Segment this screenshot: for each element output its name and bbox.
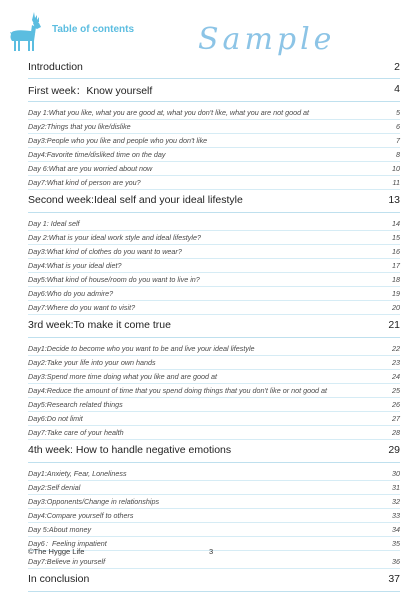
toc-item[interactable] <box>28 370 400 384</box>
item-title: Day2:Take your life into your own hands <box>28 358 156 367</box>
item-page: 33 <box>392 511 400 520</box>
entry-page: 2 <box>394 61 400 73</box>
item-title: Day6:Do not limit <box>28 414 83 423</box>
item-title: Day5:What kind of house/room do you want to live in? <box>28 275 200 284</box>
item-page: 10 <box>392 164 400 173</box>
item-page: 36 <box>392 557 400 566</box>
item-title: Day6:Who do you admire? <box>28 289 114 298</box>
toc-item[interactable] <box>28 555 400 569</box>
toc-item[interactable] <box>28 481 400 495</box>
page-number: 3 <box>209 547 214 556</box>
toc-item[interactable] <box>28 398 400 412</box>
page-header <box>0 0 416 60</box>
toc-heading: Table of contents <box>52 24 135 35</box>
item-title: Day1:Decide to become who you want to be and live your ideal lifestyle <box>28 344 255 353</box>
section-page: 21 <box>388 319 400 331</box>
item-page: 22 <box>392 344 400 353</box>
item-page: 19 <box>392 289 400 298</box>
item-title: Day 5:About money <box>28 525 92 534</box>
toc-item[interactable] <box>28 162 400 176</box>
copyright-text: ©The Hygge Life <box>28 547 85 556</box>
item-page: 31 <box>392 483 400 492</box>
item-page: 27 <box>392 414 400 423</box>
toc-section-week1[interactable] <box>28 79 400 102</box>
item-page: 24 <box>392 372 400 381</box>
item-page: 32 <box>392 497 400 506</box>
item-title: Day7:Take care of your health <box>28 428 124 437</box>
toc-item[interactable] <box>28 134 400 148</box>
item-title: Day3:What kind of clothes do you want to wear? <box>28 247 182 256</box>
section-page: 13 <box>388 194 400 206</box>
item-title: Day4:Reduce the amount of time that you spend doing things that you don't like or not good at <box>28 386 328 395</box>
table-of-contents <box>28 58 400 592</box>
item-page: 5 <box>396 108 400 117</box>
item-title: Day4:Compare yourself to others <box>28 511 134 520</box>
toc-section-week2[interactable] <box>28 190 400 213</box>
item-page: 35 <box>392 539 400 548</box>
item-title: Day2:Self denial <box>28 483 81 492</box>
toc-item[interactable] <box>28 231 400 245</box>
item-page: 11 <box>392 178 400 187</box>
item-page: 25 <box>392 386 400 395</box>
toc-item[interactable] <box>28 273 400 287</box>
section-page: 4 <box>394 83 400 95</box>
item-title: Day3:Spend more time doing what you like and are good at <box>28 372 217 381</box>
toc-section-week4[interactable] <box>28 440 400 463</box>
toc-item[interactable] <box>28 217 400 231</box>
toc-entry-conclusion[interactable] <box>28 569 400 592</box>
entry-page: 37 <box>388 573 400 585</box>
item-page: 16 <box>392 247 400 256</box>
toc-item[interactable] <box>28 176 400 190</box>
toc-item[interactable] <box>28 509 400 523</box>
item-title: Day6：Feeling impatient <box>28 539 107 548</box>
item-page: 7 <box>396 136 400 145</box>
toc-item[interactable] <box>28 495 400 509</box>
section-title: First week：Know yourself <box>28 85 153 97</box>
item-page: 18 <box>392 275 400 284</box>
item-page: 26 <box>392 400 400 409</box>
item-title: Day7:Where do you want to visit? <box>28 303 136 312</box>
item-page: 14 <box>392 219 400 228</box>
toc-entry-introduction[interactable] <box>28 58 400 79</box>
sample-watermark: Sample <box>198 22 336 57</box>
deer-icon <box>6 10 46 52</box>
toc-item[interactable] <box>28 245 400 259</box>
toc-item[interactable] <box>28 467 400 481</box>
item-title: Day 6:What are you worried about now <box>28 164 153 173</box>
toc-item[interactable] <box>28 106 400 120</box>
item-page: 6 <box>396 122 400 131</box>
item-title: Day3:Opponents/Change in relationships <box>28 497 160 506</box>
item-title: Day1:Anxiety, Fear, Loneliness <box>28 469 127 478</box>
item-title: Day 1:What you like, what you are good at, what you don't like, what you are not good at <box>28 108 310 117</box>
item-page: 15 <box>392 233 400 242</box>
item-title: Day4:Favorite time/disliked time on the day <box>28 150 166 159</box>
toc-section-week3[interactable] <box>28 315 400 338</box>
item-page: 17 <box>392 261 400 270</box>
item-title: Day2:Things that you like/dislike <box>28 122 131 131</box>
toc-item[interactable] <box>28 342 400 356</box>
toc-item[interactable] <box>28 412 400 426</box>
toc-item[interactable] <box>28 148 400 162</box>
item-title: Day4:What is your ideal diet? <box>28 261 122 270</box>
section-title: 3rd week:To make it come true <box>28 319 171 331</box>
toc-item[interactable] <box>28 356 400 370</box>
item-title: Day 1: Ideal self <box>28 219 80 228</box>
section-title: 4th week: How to handle negative emotions <box>28 444 232 456</box>
toc-item[interactable] <box>28 259 400 273</box>
item-page: 28 <box>392 428 400 437</box>
entry-title: In conclusion <box>28 573 90 585</box>
section-title: Second week:Ideal self and your ideal lifestyle <box>28 194 243 206</box>
entry-title: Introduction <box>28 61 83 73</box>
item-title: Day7:What kind of person are you? <box>28 178 141 187</box>
toc-item[interactable] <box>28 426 400 440</box>
item-page: 30 <box>392 469 400 478</box>
toc-item[interactable] <box>28 287 400 301</box>
toc-item[interactable] <box>28 523 400 537</box>
toc-item[interactable] <box>28 120 400 134</box>
item-page: 20 <box>392 303 400 312</box>
item-page: 23 <box>392 358 400 367</box>
item-page: 34 <box>392 525 400 534</box>
item-title: Day3:People who you like and people who you don't like <box>28 136 208 145</box>
section-page: 29 <box>388 444 400 456</box>
item-page: 8 <box>396 150 400 159</box>
item-title: Day7:Believe in yourself <box>28 557 106 566</box>
item-title: Day 2:What is your ideal work style and ideal lifestyle? <box>28 233 201 242</box>
toc-item[interactable] <box>28 384 400 398</box>
toc-item[interactable] <box>28 301 400 315</box>
item-title: Day5:Research related things <box>28 400 123 409</box>
